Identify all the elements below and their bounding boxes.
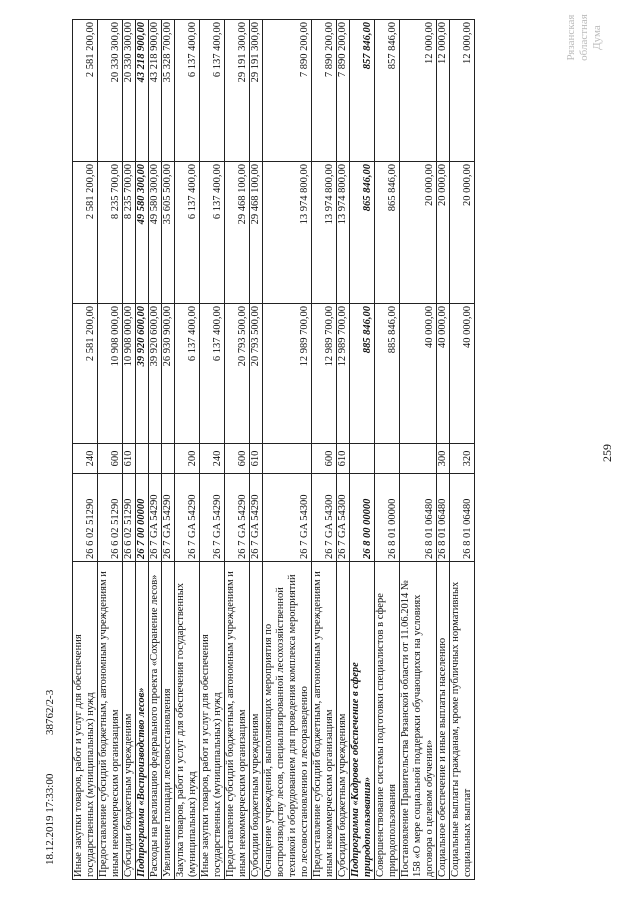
row-expense-type [350, 444, 375, 474]
row-code: 26 7 00 00000 [136, 474, 149, 562]
row-code: 26 6 02 51290 [123, 474, 136, 562]
row-value-3: 20 330 300,00 [123, 20, 136, 162]
row-value-1: 6 137 400,00 [175, 304, 200, 444]
row-value-1: 10 908 000,00 [123, 304, 136, 444]
row-name: Постановление Правительства Рязанской области от 11.06.2014 № 158 «О мере социальной поддержки обучающихся на условиях договора о целевом обучении» [400, 562, 437, 880]
row-code: 26 7 GA 54290 [149, 474, 162, 562]
row-value-2: 13 974 800,00 [312, 162, 337, 304]
row-expense-type: 610 [123, 444, 136, 474]
row-value-2: 13 974 800,00 [263, 162, 312, 304]
table-row [123, 20, 136, 880]
row-value-2: 29 468 100,00 [225, 162, 250, 304]
row-expense-type [162, 444, 175, 474]
row-value-3: 43 218 900,00 [149, 20, 162, 162]
table-row [437, 20, 450, 880]
row-expense-type: 600 [312, 444, 337, 474]
row-value-2: 20 000,00 [437, 162, 450, 304]
table-row [136, 20, 149, 880]
row-value-3: 43 218 900,00 [136, 20, 149, 162]
row-name: Субсидии бюджетным учреждениям [337, 562, 350, 880]
row-value-2: 20 000,00 [400, 162, 437, 304]
row-code: 26 8 01 00000 [375, 474, 400, 562]
row-expense-type: 610 [337, 444, 350, 474]
row-name: Социальное обеспечение и иные выплаты населению [437, 562, 450, 880]
stamp-line-2: Дума [591, 25, 603, 50]
table-row [337, 20, 350, 880]
row-value-1: 6 137 400,00 [200, 304, 225, 444]
row-code: 26 8 00 00000 [350, 474, 375, 562]
table-row [375, 20, 400, 880]
row-name: Расходы на реализацию федерального проекта «Сохранение лесов» [149, 562, 162, 880]
row-expense-type [263, 444, 312, 474]
row-name: Предоставление субсидий бюджетным, автономным учреждениям и иным некоммерческим организациям [312, 562, 337, 880]
table-row [73, 20, 98, 880]
row-value-1: 885 846,00 [375, 304, 400, 444]
row-name: Предоставление субсидий бюджетным, автономным учреждениям и иным некоммерческим организациям [98, 562, 123, 880]
row-value-3: 6 137 400,00 [175, 20, 200, 162]
row-value-3: 7 890 200,00 [337, 20, 350, 162]
row-value-1: 10 908 000,00 [98, 304, 123, 444]
stamp-watermark [565, 0, 604, 75]
row-value-2: 35 605 500,00 [162, 162, 175, 304]
row-code: 26 7 GA 54290 [200, 474, 225, 562]
row-name: Оснащение учреждений, выполняющих мероприятия по воспроизводству лесов, специализированной лесохозяйственной техникой и оборудованием для проведения комплекса мероприятий по лесовосстановлению и лесоразведению [263, 562, 312, 880]
row-value-3: 12 000,00 [400, 20, 437, 162]
row-value-2: 49 580 300,00 [136, 162, 149, 304]
row-expense-type: 600 [98, 444, 123, 474]
row-value-1: 39 920 600,00 [149, 304, 162, 444]
page-number: 259 [600, 444, 614, 462]
row-code: 26 7 GA 54290 [225, 474, 250, 562]
row-value-1: 12 989 700,00 [312, 304, 337, 444]
row-expense-type: 610 [250, 444, 263, 474]
table-row [175, 20, 200, 880]
row-code: 26 8 01 06480 [400, 474, 437, 562]
budget-table [72, 19, 475, 880]
table-row [98, 20, 123, 880]
row-value-1: 40 000,00 [437, 304, 450, 444]
row-name: Социальные выплаты гражданам, кроме публичных нормативных социальных выплат [450, 562, 475, 880]
row-value-3: 6 137 400,00 [200, 20, 225, 162]
table-row [149, 20, 162, 880]
table-row [225, 20, 250, 880]
row-value-1: 2 581 200,00 [73, 304, 98, 444]
row-expense-type: 200 [175, 444, 200, 474]
table-row [200, 20, 225, 880]
row-value-2: 6 137 400,00 [200, 162, 225, 304]
row-value-2: 29 468 100,00 [250, 162, 263, 304]
row-value-3: 7 890 200,00 [312, 20, 337, 162]
row-code: 26 8 01 06480 [450, 474, 475, 562]
row-value-2: 49 580 300,00 [149, 162, 162, 304]
row-name: Совершенствование системы подготовки специалистов в сфере природопользования [375, 562, 400, 880]
row-code: 26 7 GA 54300 [312, 474, 337, 562]
row-expense-type [375, 444, 400, 474]
row-value-3: 35 328 700,00 [162, 20, 175, 162]
row-name: Иные закупки товаров, работ и услуг для обеспечения государственных (муниципальных) нужд [200, 562, 225, 880]
row-name: Увеличение площади лесовосстановления [162, 562, 175, 880]
row-expense-type: 300 [437, 444, 450, 474]
table-row [312, 20, 337, 880]
row-value-2: 2 581 200,00 [73, 162, 98, 304]
row-value-1: 20 793 500,00 [250, 304, 263, 444]
row-value-1: 12 989 700,00 [263, 304, 312, 444]
row-expense-type [136, 444, 149, 474]
row-value-1: 40 000,00 [450, 304, 475, 444]
table-row [450, 20, 475, 880]
row-code: 26 7 GA 54300 [263, 474, 312, 562]
row-code: 26 6 02 51290 [73, 474, 98, 562]
row-value-3: 857 846,00 [350, 20, 375, 162]
table-row [263, 20, 312, 880]
row-value-3: 857 846,00 [375, 20, 400, 162]
row-name: Подпрограмма «Воспроизводство лесов» [136, 562, 149, 880]
row-value-3: 20 330 300,00 [98, 20, 123, 162]
table-row [350, 20, 375, 880]
table-row [400, 20, 437, 880]
row-code: 26 8 01 06480 [437, 474, 450, 562]
row-name: Субсидии бюджетным учреждениям [123, 562, 136, 880]
row-value-3: 12 000,00 [437, 20, 450, 162]
row-value-2: 865 846,00 [350, 162, 375, 304]
row-name: Подпрограмма «Кадровое обеспечение в сфере природопользования» [350, 562, 375, 880]
row-value-2: 6 137 400,00 [175, 162, 200, 304]
row-name: Иные закупки товаров, работ и услуг для обеспечения государственных (муниципальных) нужд [73, 562, 98, 880]
row-value-3: 29 191 300,00 [250, 20, 263, 162]
row-expense-type [149, 444, 162, 474]
row-code: 26 7 GA 54290 [162, 474, 175, 562]
row-value-2: 13 974 800,00 [337, 162, 350, 304]
row-name: Предоставление субсидий бюджетным, автономным учреждениям и иным некоммерческим организациям [225, 562, 250, 880]
row-value-2: 20 000,00 [450, 162, 475, 304]
row-value-1: 885 846,00 [350, 304, 375, 444]
row-value-1: 40 000,00 [400, 304, 437, 444]
row-value-1: 26 930 900,00 [162, 304, 175, 444]
row-value-3: 12 000,00 [450, 20, 475, 162]
row-name: Субсидии бюджетным учреждениям [250, 562, 263, 880]
table-row [250, 20, 263, 880]
row-code: 26 7 GA 54290 [175, 474, 200, 562]
row-value-1: 39 920 600,00 [136, 304, 149, 444]
row-value-1: 12 989 700,00 [337, 304, 350, 444]
row-value-3: 29 191 300,00 [225, 20, 250, 162]
row-value-2: 865 846,00 [375, 162, 400, 304]
row-value-1: 20 793 500,00 [225, 304, 250, 444]
row-code: 26 7 GA 54290 [250, 474, 263, 562]
row-code: 26 6 02 51290 [98, 474, 123, 562]
row-value-3: 7 890 200,00 [263, 20, 312, 162]
row-value-2: 8 235 700,00 [123, 162, 136, 304]
row-expense-type: 320 [450, 444, 475, 474]
table-row [162, 20, 175, 880]
footer-timestamp: 18.12.2019 17:33:00 [44, 773, 56, 865]
stamp-line-1: Рязанская областная [565, 14, 590, 61]
row-value-3: 2 581 200,00 [73, 20, 98, 162]
row-expense-type: 240 [73, 444, 98, 474]
row-expense-type: 240 [200, 444, 225, 474]
row-value-2: 8 235 700,00 [98, 162, 123, 304]
row-name: Закупка товаров, работ и услуг для обеспечения государственных (муниципальных) нужд [175, 562, 200, 880]
row-expense-type [400, 444, 437, 474]
footer-doc-id: 38762/2-3 [44, 689, 56, 735]
row-code: 26 7 GA 54300 [337, 474, 350, 562]
row-expense-type: 600 [225, 444, 250, 474]
